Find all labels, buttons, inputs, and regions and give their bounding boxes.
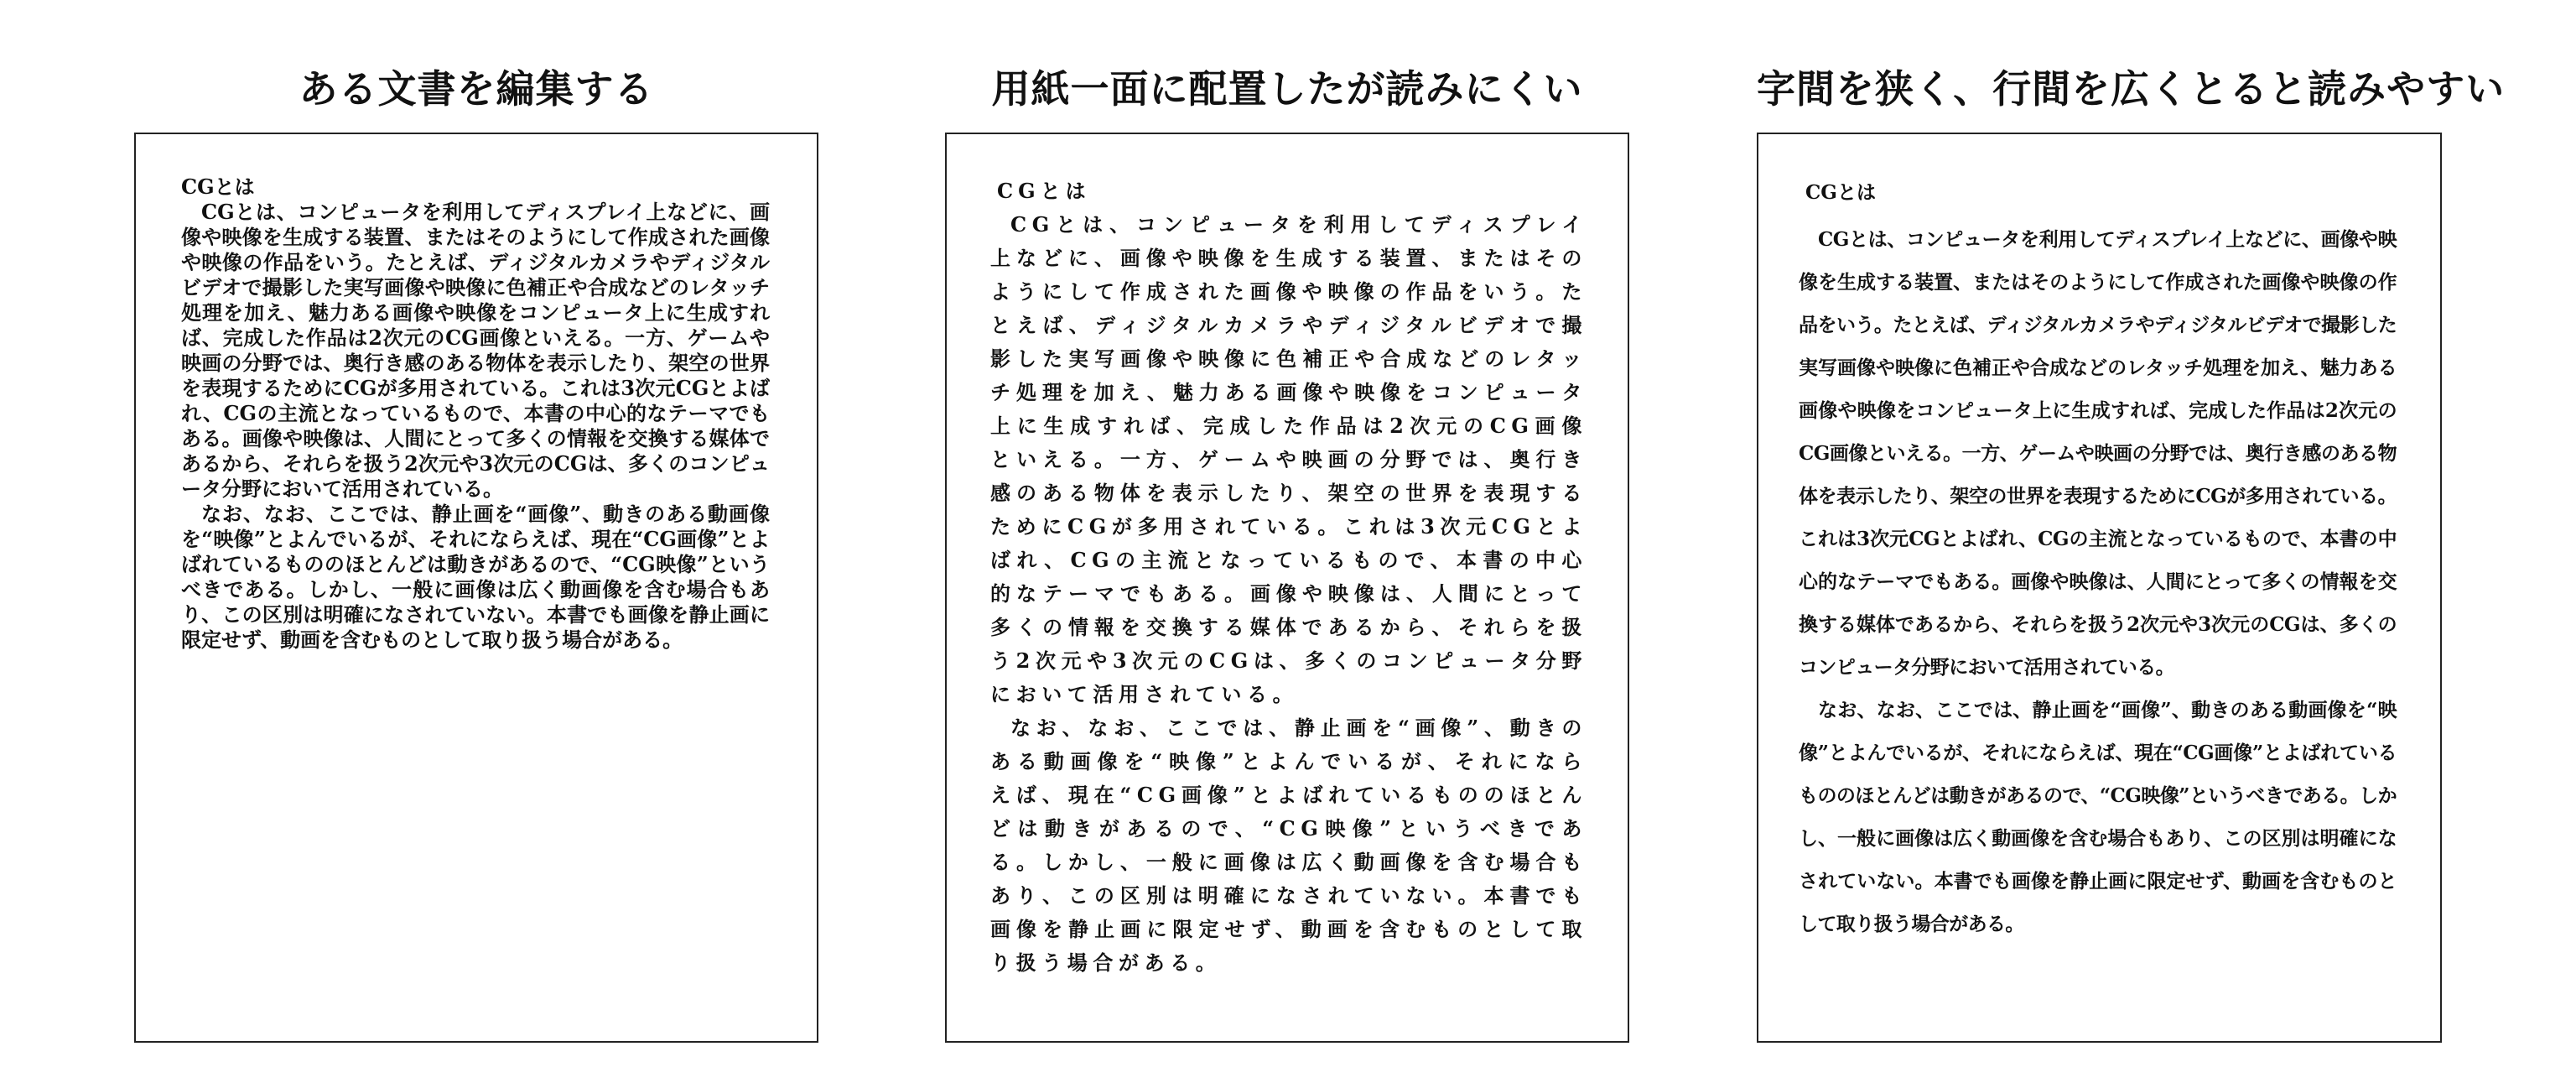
- document-paragraph-1: CGとは、コンピュータを利用してディスプレイ上などに、画像や映像を生成する装置、またはそのようにして作成された画像や映像の作品をいう。たとえば、ディジタルカメラやディジタルビデオで撮影した実写画像や映像に色補正や合成などのレタッチ処理を加え、魅力ある画像や映像をコンピュータ上に生成すれば、完成した作品は2次元のCG画像といえる。一方、ゲームや映画の分野では、奥行き感のある物体を表示したり、架空の世界を表現するためにCGが多用されている。これは3次元CGとよばれ、CGの主流となっているもので、本書の中心的なテーマでもある。画像や映像は、人間にとって多くの情報を交換する媒体であるから、それらを扱う2次元や3次元のCGは、多くのコンピュータ分野において活用されている。: [1799, 228, 2397, 679]
- document-paragraph-1: CGとは、コンピュータを利用してディスプレイ上などに、画像や映像を生成する装置、またはそのようにして作成された画像や映像の作品をいう。たとえば、ディジタルカメラやディジタルビデオで撮影した実写画像や映像に色補正や合成などのレタッチ処理を加え、魅力ある画像や映像をコンピュータ上に生成すれば、完成した作品は2次元のCG画像といえる。一方、ゲームや映画の分野では、奥行き感のある物体を表示したり、架空の世界を表現するためにCGが多用されている。これは3次元CGとよばれ、CGの主流となっているもので、本書の中心的なテーマでもある。画像や映像は、人間にとって多くの情報を交換する媒体であるから、それらを扱う2次元や3次元のCGは、多くのコンピュータ分野において活用されている。: [990, 212, 1587, 706]
- document-paragraph-2: なお、なお、ここでは、静止画を“画像”、動きのある動画像を“映像”とよんでいるが、それにならえば、現在“CG画像”とよばれているもののほとんどは動きがあるので、“CG映像”というべきである。しかし、一般に画像は広く動画像を含む場合もあり、この区別は明確になされていない。本書でも画像を静止画に限定せず、動画を含むものとして取り扱う場合がある。: [990, 716, 1587, 975]
- document-page-wide-spacing: [945, 133, 1629, 1043]
- document-paragraph-1: CGとは、コンピュータを利用してディスプレイ上などに、画像や映像を生成する装置、またはそのようにして作成された画像や映像の作品をいう。たとえば、ディジタルカメラやディジタルビデオで撮影した実写画像や映像に色補正や合成などのレタッチ処理を加え、魅力ある画像や映像をコンピュータ上に生成すれば、完成した作品は2次元のCG画像といえる。一方、ゲームや映画の分野では、奥行き感のある物体を表示したり、架空の世界を表現するためにCGが多用されている。これは3次元CGとよばれ、CGの主流となっているもので、本書の中心的なテーマでもある。画像や映像は、人間にとって多くの情報を交換する媒体であるから、それらを扱う2次元や3次元のCGは、多くのコンピュータ分野において活用されている。: [181, 200, 770, 501]
- document-page-readable: [1757, 133, 2442, 1043]
- document-paragraph-2: なお、なお、ここでは、静止画を“画像”、動きのある動画像を“映像”とよんでいるが、それにならえば、現在“CG画像”とよばれているもののほとんどは動きがあるので、“CG映像”というべきである。しかし、一般に画像は広く動画像を含む場合もあり、この区別は明確になされていない。本書でも画像を静止画に限定せず、動画を含むものとして取り扱う場合がある。: [1799, 699, 2397, 935]
- document-heading: CGとは: [181, 174, 255, 199]
- panel-title-original: ある文書を編集する: [299, 66, 654, 112]
- document-heading: CGとは: [1805, 181, 1876, 204]
- panel-title-readable: 字間を狭く、行間を広くとると読みやすい: [1757, 66, 2506, 112]
- document-heading: CGとは: [997, 179, 1091, 203]
- document-page-original: [134, 133, 818, 1043]
- panel-title-wide-spacing: 用紙一面に配置したが読みにくい: [991, 66, 1583, 112]
- document-paragraph-2: なお、なお、ここでは、静止画を“画像”、動きのある動画像を“映像”とよんでいるが、それにならえば、現在“CG画像”とよばれているもののほとんどは動きがあるので、“CG映像”というべきである。しかし、一般に画像は広く動画像を含む場合もあり、この区別は明確になされていない。本書でも画像を静止画に限定せず、動画を含むものとして取り扱う場合がある。: [181, 502, 770, 652]
